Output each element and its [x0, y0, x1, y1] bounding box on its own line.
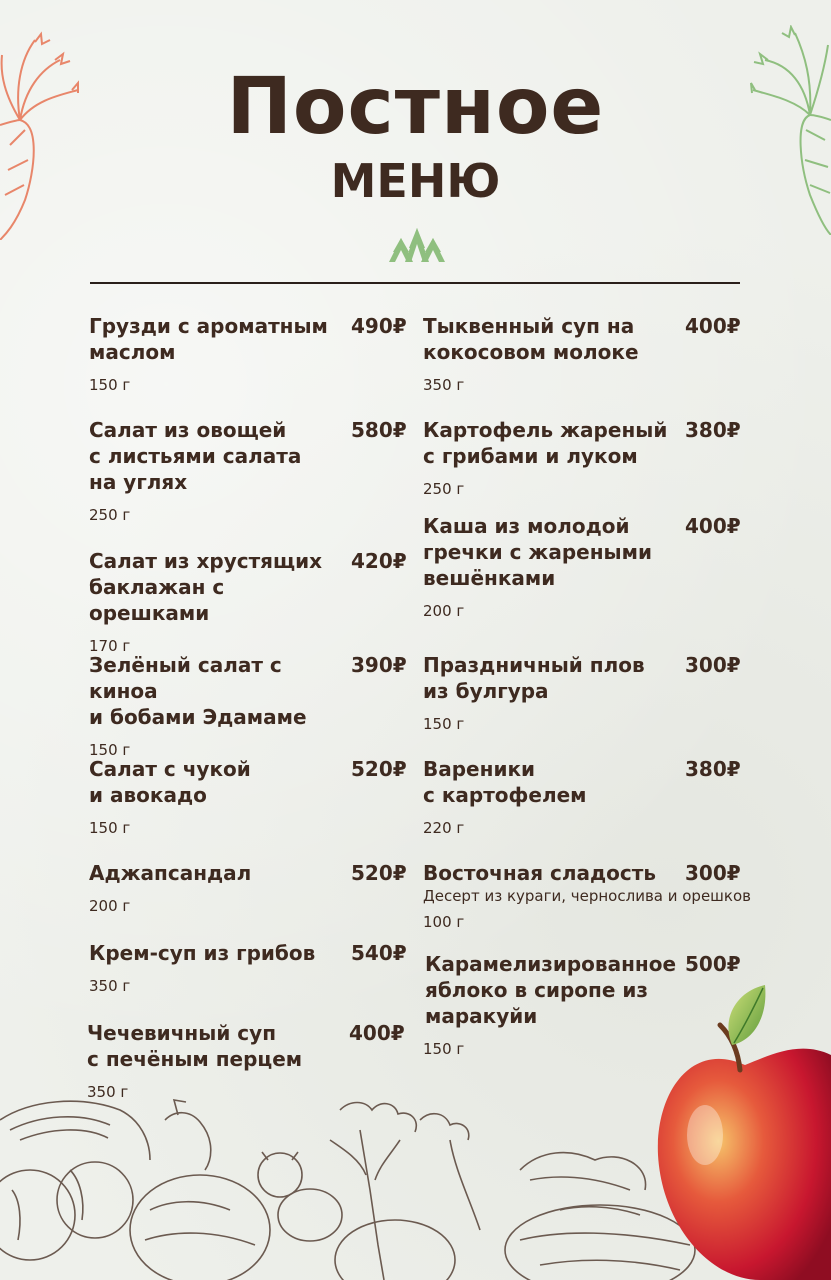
- menu-item-price: 400₽: [349, 1021, 405, 1045]
- menu-item-price: 300₽: [685, 861, 741, 885]
- apple-illustration: [650, 985, 831, 1280]
- menu-item-name: Восточная сладость: [423, 861, 657, 885]
- menu-item-name: Картофель жареный с грибами и луком: [423, 418, 668, 468]
- menu-item-price: 300₽: [685, 653, 741, 677]
- menu-item-name: Салат с чукой и авокадо: [89, 757, 251, 807]
- menu-item-price: 380₽: [685, 418, 741, 442]
- menu-item: [89, 548, 407, 656]
- menu-item: [423, 417, 741, 499]
- menu-item-weight: 150 г: [423, 1040, 465, 1058]
- header-divider: [90, 282, 740, 284]
- menu-item-weight: 250 г: [423, 480, 465, 498]
- menu-item-weight: 100 г: [423, 913, 465, 931]
- menu-item: [423, 313, 741, 395]
- menu-item-price: 390₽: [351, 653, 407, 677]
- menu-item-weight: 170 г: [89, 637, 131, 655]
- menu-item-weight: 200 г: [423, 602, 465, 620]
- menu-item-weight: 350 г: [89, 977, 131, 995]
- menu-item-name: Зелёный салат с киноа и бобами Эдамаме: [89, 653, 307, 729]
- menu-item-price: 500₽: [685, 952, 741, 976]
- menu-item-name: Аджапсандал: [89, 861, 252, 885]
- menu-item-name: Карамелизированное яблоко в сиропе из маракуйи: [425, 952, 677, 1028]
- menu-item-name: Праздничный плов из булгура: [423, 653, 645, 703]
- menu-item-name: Тыквенный суп на кокосовом молоке: [423, 314, 639, 364]
- menu-item-price: 380₽: [685, 757, 741, 781]
- menu-item-name: Салат из хрустящих баклажан с орешками: [89, 549, 323, 625]
- menu-item-weight: 150 г: [89, 376, 131, 394]
- menu-item-price: 520₽: [351, 861, 407, 885]
- vegetables-sketch-illustration: [0, 1080, 720, 1280]
- menu-item: [423, 513, 741, 621]
- page-title: Постное: [226, 62, 605, 152]
- fir-trees-icon: [385, 224, 449, 264]
- menu-item-weight: 350 г: [423, 376, 465, 394]
- menu-item: [423, 951, 741, 1059]
- menu-item: [89, 940, 407, 996]
- menu-item-price: 540₽: [351, 941, 407, 965]
- menu-item: [89, 756, 407, 838]
- menu-item-price: 420₽: [351, 549, 407, 573]
- menu-item-name: Салат из овощей с листьями салата на углях: [89, 418, 302, 494]
- menu-item: [89, 313, 407, 395]
- menu-item-weight: 200 г: [89, 897, 131, 915]
- menu-item-name: Грузди с ароматным маслом: [89, 314, 328, 364]
- menu-item-weight: 150 г: [89, 741, 131, 759]
- menu-item-name: Чечевичный суп с печёным перцем: [87, 1021, 303, 1071]
- menu-item-weight: 150 г: [423, 715, 465, 733]
- menu-item: [89, 652, 407, 760]
- menu-item: [423, 756, 741, 838]
- menu-item-price: 580₽: [351, 418, 407, 442]
- menu-item-price: 400₽: [685, 514, 741, 538]
- menu-item-price: 490₽: [351, 314, 407, 338]
- menu-item-weight: 350 г: [87, 1083, 129, 1101]
- menu-item-weight: 220 г: [423, 819, 465, 837]
- menu-item-price: 400₽: [685, 314, 741, 338]
- menu-item-description: Десерт из кураги, чернослива и орешков: [423, 887, 751, 905]
- menu-item-weight: 250 г: [89, 506, 131, 524]
- menu-item-weight: 150 г: [89, 819, 131, 837]
- menu-item-name: Крем-суп из грибов: [89, 941, 316, 965]
- menu-item: [423, 860, 751, 932]
- menu-item: [89, 417, 407, 525]
- menu-item-price: 520₽: [351, 757, 407, 781]
- menu-item-name: Вареники с картофелем: [423, 757, 587, 807]
- page-subtitle: МЕНЮ: [330, 154, 501, 208]
- menu-item: [89, 860, 407, 916]
- menu-item-name: Каша из молодой гречки с жареными вешёнками: [423, 514, 652, 590]
- menu-item: [423, 652, 741, 734]
